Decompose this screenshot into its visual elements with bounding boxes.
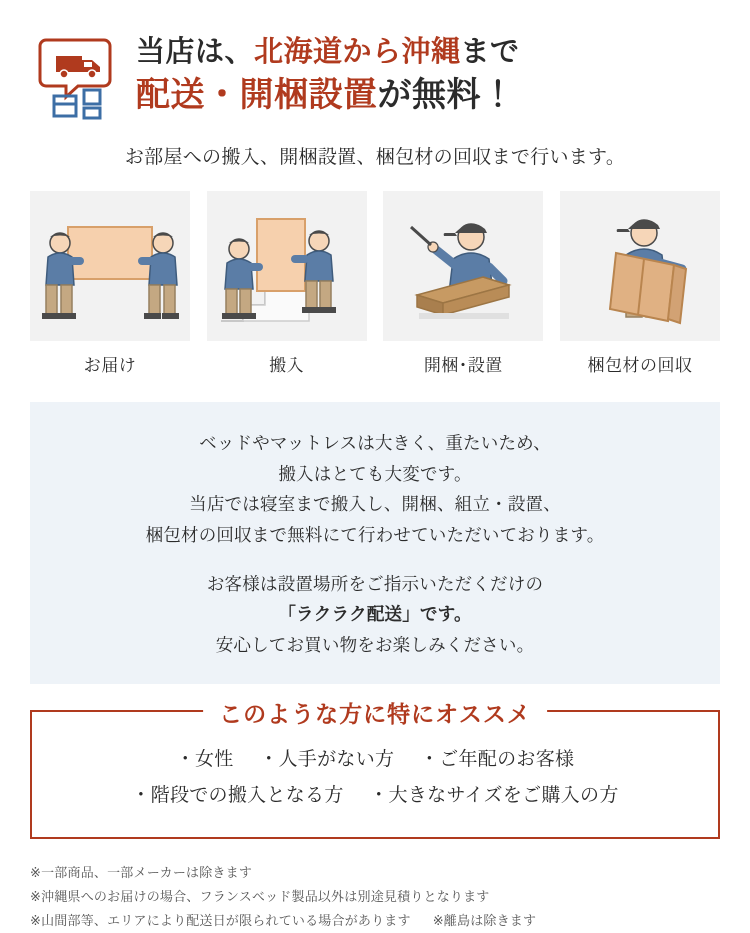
- info-line: 当店では寝室まで搬入し、開梱、組立・設置、: [189, 494, 561, 515]
- recommend-item: ・階段での搬入となる方: [131, 785, 344, 807]
- info-line: 搬入はとても大変です。: [278, 463, 472, 484]
- headline-line-2: [136, 74, 720, 117]
- recommend-item: ・ご年配のお客様: [419, 749, 575, 771]
- headline-line-1: [136, 34, 720, 70]
- subheadline: お部屋への搬入、開梱設置、梱包材の回収まで行います。: [124, 147, 626, 168]
- headline-text-free-service: 配送・開梱設置: [136, 76, 378, 115]
- recommend-item: ・大きなサイズをご購入の方: [369, 785, 619, 807]
- recommend-title: このような方に特にオススメ: [203, 696, 547, 729]
- delivery-truck-icon: [38, 34, 130, 126]
- note-text: ※山間部等、エリアにより配送日が限られている場合があります: [30, 912, 411, 928]
- two-movers-carrying-box-icon: [30, 191, 190, 341]
- worker-carrying-cardboard-icon: [560, 191, 720, 341]
- headline-text-free-suffix: が無料！: [377, 76, 516, 115]
- recommend-row-2: [42, 778, 708, 814]
- headline-text-accent: 北海道から沖縄: [254, 36, 461, 68]
- note-line: ※一部商品、一部メーカーは除きます: [30, 864, 253, 880]
- info-line: 安心してお買い物をお楽しみください。: [215, 634, 535, 655]
- step-label: 搬入: [269, 356, 305, 375]
- recommend-row-1: [42, 742, 708, 778]
- info-line-highlight: 「ラクラク配送」です。: [278, 604, 472, 625]
- headline-text-c: まで: [460, 36, 520, 68]
- recommend-item: ・女性: [175, 749, 234, 771]
- movers-on-stairs-icon: [207, 191, 367, 341]
- notes: [30, 861, 720, 933]
- note-line: [30, 909, 720, 933]
- step-item: [383, 191, 543, 376]
- step-label: 梱包材の回収: [587, 356, 693, 375]
- steps-row: [30, 191, 720, 376]
- info-panel: [30, 402, 720, 684]
- step-item: [560, 191, 720, 376]
- headline: [130, 30, 720, 117]
- note-line: ※沖縄県へのお届けの場合、フランスベッド製品以外は別途見積りとなります: [30, 888, 490, 904]
- step-label: お届け: [83, 356, 137, 375]
- worker-assembling-bed-icon: [383, 191, 543, 341]
- headline-text-a: 当店は、: [136, 36, 255, 68]
- header: [0, 0, 750, 126]
- step-item: [30, 191, 190, 376]
- recommend-box: [30, 701, 720, 838]
- step-item: [207, 191, 367, 376]
- info-line: 梱包材の回収まで無料にて行わせていただいております。: [145, 524, 605, 545]
- spacer: [40, 551, 710, 569]
- step-label: 開梱･設置: [423, 356, 503, 375]
- info-line: ベッドやマットレスは大きく、重たいため、: [199, 433, 551, 453]
- recommend-item: ・人手がない方: [259, 749, 395, 771]
- info-line: お客様は設置場所をご指示いただくだけの: [206, 573, 544, 594]
- note-text-secondary: ※離島は除きます: [432, 912, 537, 928]
